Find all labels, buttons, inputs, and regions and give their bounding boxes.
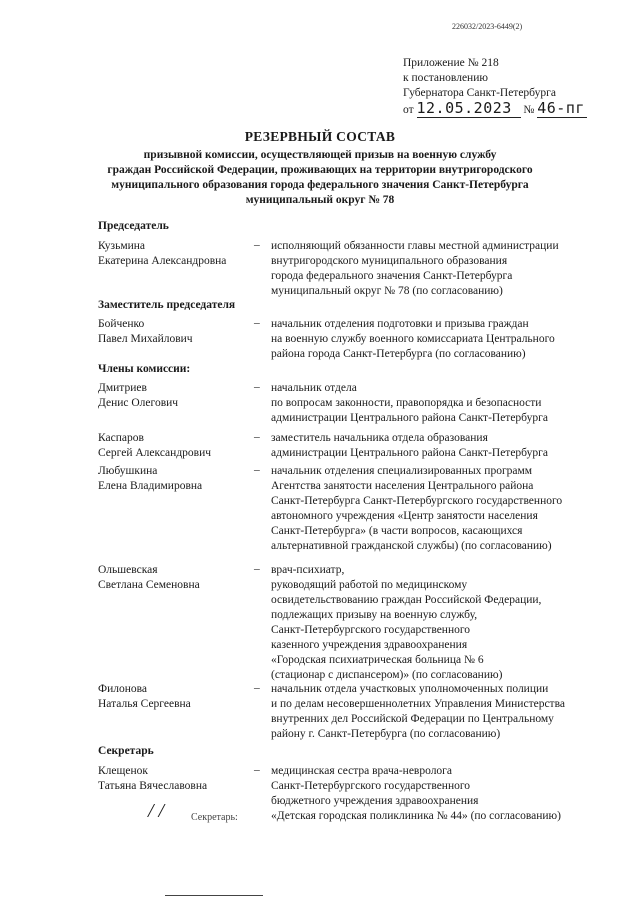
number-value: 46-пг xyxy=(537,99,585,117)
member-position xyxy=(271,563,616,683)
given-names: Павел Михайлович xyxy=(98,333,193,345)
position-line: альтернативной гражданской службы) (по согласованию) xyxy=(271,540,552,552)
position-line: по вопросам законности, правопорядка и безопасности xyxy=(271,397,542,409)
given-names: Светлана Семеновна xyxy=(98,579,200,591)
section-members: Члены комиссии: xyxy=(98,363,191,375)
given-names: Наталья Сергеевна xyxy=(98,698,191,710)
member-name xyxy=(98,381,178,411)
given-names: Елена Владимировна xyxy=(98,480,203,492)
member-name xyxy=(98,317,193,347)
position-line: (стационар с диспансером)» (по согласованию) xyxy=(271,669,503,681)
position-line: исполняющий обязанности главы местной администрации xyxy=(271,240,559,252)
position-line: Санкт-Петербургского государственного xyxy=(271,624,471,636)
given-names: Денис Олегович xyxy=(98,397,179,409)
document-number: 226032/2023-6449(2) xyxy=(452,22,523,31)
annex-line-1: Приложение № 218 xyxy=(403,57,499,69)
dash: – xyxy=(254,464,260,476)
annex-date-line xyxy=(403,101,587,118)
title-line-3: муниципального образования города федерального значения Санкт-Петербурга xyxy=(111,179,529,191)
position-line: «Детская городская поликлиника № 44» (по согласованию) xyxy=(271,810,561,822)
surname: Любушкина xyxy=(98,465,158,477)
member-position xyxy=(271,682,616,742)
position-line: Агентства занятости населения Центрального района xyxy=(271,480,534,492)
position-line: заместитель начальника отдела образования xyxy=(271,432,488,444)
position-line: начальник отделения подготовки и призыва граждан xyxy=(271,318,529,330)
member-position xyxy=(271,464,616,554)
date-value: 12.05.2023 xyxy=(416,99,512,117)
position-line: казенного учреждения здравоохранения xyxy=(271,639,468,651)
dash: – xyxy=(254,381,260,393)
member-name xyxy=(98,682,191,712)
date-prefix: от xyxy=(403,104,414,116)
surname: Бойченко xyxy=(98,318,145,330)
member-name xyxy=(98,431,211,461)
surname: Кузьмина xyxy=(98,240,146,252)
position-line: города федерального значения Санкт-Петербурга xyxy=(271,270,513,282)
position-line: району г. Санкт-Петербурга (по согласованию) xyxy=(271,728,501,740)
position-line: и по делам несовершеннолетних Управления Министерства xyxy=(271,698,565,710)
dash: – xyxy=(254,317,260,329)
section-secretary: Секретарь xyxy=(98,745,154,757)
given-names: Татьяна Вячеславовна xyxy=(98,780,208,792)
member-name xyxy=(98,464,202,494)
dash: – xyxy=(254,563,260,575)
surname: Каспаров xyxy=(98,432,144,444)
title-line-4: муниципальный округ № 78 xyxy=(245,194,395,206)
position-line: внутренних дел Российской Федерации по Центральному xyxy=(271,713,554,725)
member-name xyxy=(98,563,200,593)
member-name xyxy=(98,764,207,794)
position-line: Санкт-Петербургского государственного xyxy=(271,780,471,792)
annex-block xyxy=(403,56,587,118)
section-chairman: Председатель xyxy=(98,220,169,232)
position-line: руководящий работой по медицинскому xyxy=(271,579,468,591)
footer-divider xyxy=(165,895,263,896)
dash: – xyxy=(254,431,260,443)
position-line: муниципальный округ № 78 (по согласованию) xyxy=(271,285,503,297)
position-line: автономного учреждения «Центр занятости населения xyxy=(271,510,538,522)
dash: – xyxy=(254,239,260,251)
position-line: медицинская сестра врача-невролога xyxy=(271,765,453,777)
title-line-2: граждан Российской Федерации, проживающих на территории внутригородского xyxy=(107,164,533,176)
annex-line-3: Губернатора Санкт-Петербурга xyxy=(403,87,556,99)
position-line: «Городская психиатрическая больница № 6 xyxy=(271,654,484,666)
position-line: бюджетного учреждения здравоохранения xyxy=(271,795,479,807)
number-field xyxy=(537,101,587,118)
position-line: внутригородского муниципального образования xyxy=(271,255,508,267)
position-line: Санкт-Петербурга» (в части вопросов, касающихся xyxy=(271,525,523,537)
position-line: начальник отделения специализированных программ xyxy=(271,465,533,477)
section-deputy: Заместитель председателя xyxy=(98,299,236,311)
position-line: освидетельствованию граждан Российской Федерации, xyxy=(271,594,542,606)
member-position xyxy=(271,381,616,426)
title-main: РЕЗЕРВНЫЙ СОСТАВ xyxy=(244,129,396,144)
dash: – xyxy=(254,682,260,694)
surname: Клещенок xyxy=(98,765,148,777)
surname: Дмитриев xyxy=(98,382,147,394)
position-line: подлежащих призыву на военную службу, xyxy=(271,609,478,621)
signature-label: Секретарь: xyxy=(191,812,238,823)
date-field xyxy=(417,101,521,118)
position-line: врач-психиатр, xyxy=(271,564,345,576)
position-line: администрации Центрального района Санкт-Петербурга xyxy=(271,447,548,459)
document-title xyxy=(40,129,600,208)
position-line: начальник отдела xyxy=(271,382,357,394)
position-line: администрации Центрального района Санкт-Петербурга xyxy=(271,412,548,424)
annex-line-2: к постановлению xyxy=(403,72,488,84)
position-line: начальник отдела участковых уполномоченных полиции xyxy=(271,683,549,695)
member-position xyxy=(271,764,616,824)
member-position xyxy=(271,239,616,299)
number-prefix: № xyxy=(523,104,535,116)
position-line: района города Санкт-Петербурга (по согласованию) xyxy=(271,348,526,360)
position-line: на военную службу военного комиссариата Центрального xyxy=(271,333,555,345)
given-names: Сергей Александрович xyxy=(98,447,212,459)
title-line-1: призывной комиссии, осуществляющей призыв на военную службу xyxy=(143,149,497,161)
surname: Ольшевская xyxy=(98,564,158,576)
member-position xyxy=(271,317,616,362)
member-name xyxy=(98,239,226,269)
handwritten-signature-mark: / / xyxy=(148,800,165,822)
member-position xyxy=(271,431,616,461)
dash: – xyxy=(254,764,260,776)
surname: Филонова xyxy=(98,683,148,695)
position-line: Санкт-Петербурга Санкт-Петербургского государственного xyxy=(271,495,563,507)
given-names: Екатерина Александровна xyxy=(98,255,227,267)
